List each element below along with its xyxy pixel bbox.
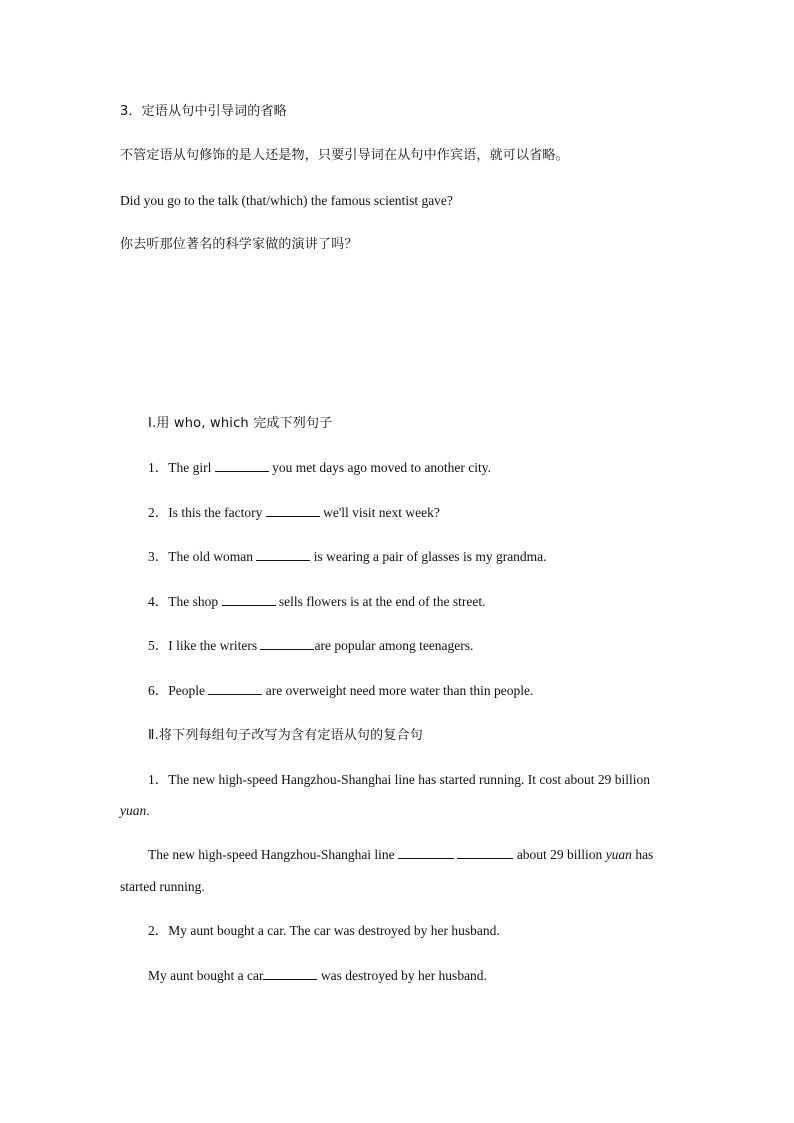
answer-blank[interactable] [263,967,317,980]
list-item [148,504,440,522]
question-2 [148,922,500,940]
example-chinese: 你去听那位著名的科学家做的演讲了吗？ [120,237,358,252]
answer-blank[interactable] [222,593,276,606]
list-item [148,682,533,700]
item-text-before: I like the writers [168,638,261,653]
answer-blank[interactable] [256,548,310,561]
item-number: 4． [148,594,169,609]
answer-blank[interactable] [215,459,269,472]
list-item [148,548,547,566]
answer-text-before: The new high-speed Hangzhou-Shanghai line [148,847,399,862]
list-item [148,459,491,477]
item-text-before: The old woman [168,549,257,564]
item-text-before: Is this the factory [168,505,266,520]
answer-text-after: has [631,847,654,862]
answer-blank[interactable] [457,846,513,859]
list-item [148,637,473,655]
item-number: 1． [148,460,169,475]
answer-blank[interactable] [208,682,262,695]
question-1-line2 [120,802,150,820]
part1-heading [148,414,332,433]
item-number: 2． [148,505,169,520]
item-text-after: you met days ago moved to another city. [268,460,491,475]
part2-heading [148,726,423,745]
rule-text: 不管定语从句修饰的是人还是物，只要引导词在从句中作宾语，就可以省略。 [120,148,569,163]
answer-blank[interactable] [260,637,314,650]
item-number: 2． [148,923,169,938]
answer-text-before: My aunt bought a car [148,968,264,983]
item-text-before: The shop [168,594,222,609]
answer-text-after: was destroyed by her husband. [317,968,487,983]
item-text-after: is wearing a pair of glasses is my grandma. [310,549,547,564]
item-number: 3． [148,549,169,564]
list-item [148,593,485,611]
answer-blank[interactable] [398,846,454,859]
item-number: 6． [148,683,169,698]
answer-text-mid: about 29 billion [513,847,606,862]
answer-1-line2: started running. [120,879,205,894]
item-text-after: are overweight need more water than thin people. [262,683,534,698]
italic-word: yuan [605,847,632,862]
answer-2 [148,967,487,985]
item-text-before: People [168,683,209,698]
part2-heading-text: Ⅱ.将下列每组句子改写为含有定语从句的复合句 [148,728,423,743]
question-text: My aunt bought a car. The car was destroyed by her husband. [168,923,500,938]
item-number: 5． [148,638,169,653]
answer-1-line1 [148,846,653,864]
section-title: 3．定语从句中引导词的省略 [120,104,287,119]
italic-word: yuan [120,803,147,818]
answer-blank[interactable] [266,504,320,517]
item-text-after: are popular among teenagers. [314,638,474,653]
example-english: Did you go to the talk (that/which) the famous scientist gave? [120,193,453,208]
part1-heading-text: Ⅰ.用 who, which 完成下列句子 [148,416,333,431]
item-text-before: The girl [168,460,215,475]
question-1-line1 [148,771,650,789]
question-text: The new high-speed Hangzhou-Shanghai line has started running. It cost about 29 billion [168,772,651,787]
item-text-after: sells flowers is at the end of the street. [275,594,486,609]
item-text-after: we'll visit next week? [319,505,440,520]
question-text-end: . [146,803,150,818]
item-number: 1． [148,772,169,787]
